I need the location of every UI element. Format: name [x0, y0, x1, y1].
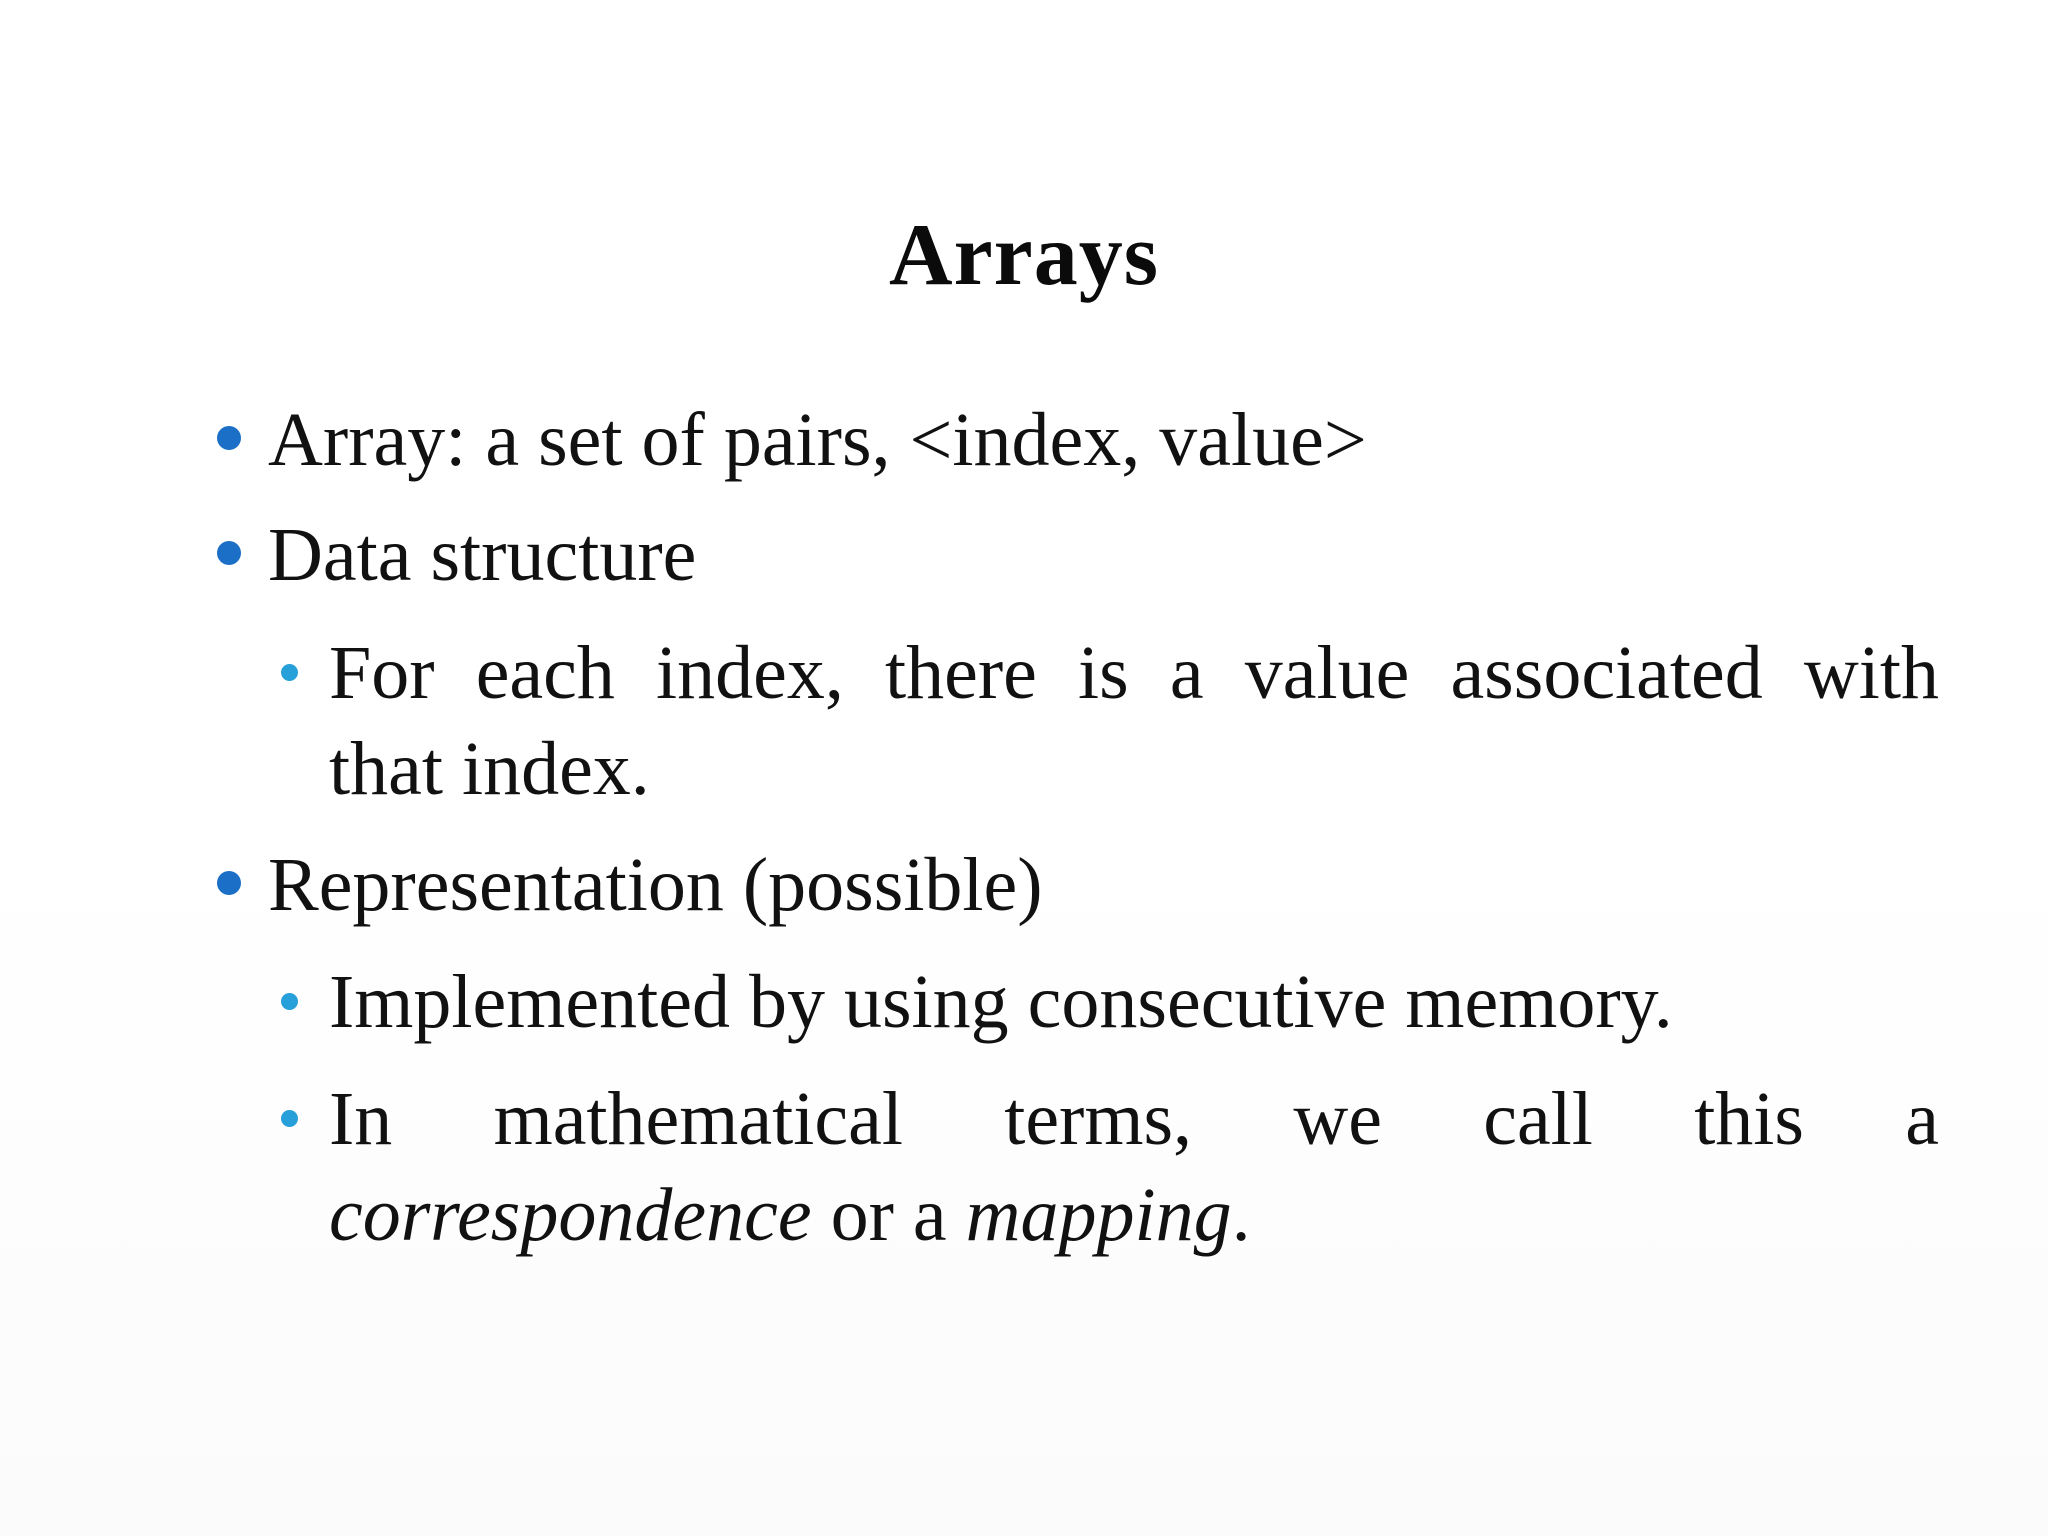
sub-bullet-text: Implemented by using consecutive memory. — [329, 960, 1673, 1044]
sub-bullet-dot-icon — [281, 1110, 298, 1127]
bullet-text: Data structure — [268, 513, 697, 597]
word: this — [1694, 1077, 1804, 1161]
word: value — [1244, 631, 1410, 715]
word: with — [1803, 631, 1939, 715]
slide-title: Arrays — [889, 207, 1159, 304]
connector-text: or a — [811, 1173, 966, 1257]
sub-bullet-item-mathematical-terms — [329, 1071, 1939, 1263]
sub-bullet-line-2: that index. — [329, 727, 650, 811]
word: call — [1483, 1077, 1593, 1161]
word: each — [475, 631, 615, 715]
sub-bullet-dot-icon — [281, 993, 298, 1010]
word: associated — [1450, 631, 1763, 715]
word: In — [329, 1077, 393, 1161]
sub-bullet-line-1 — [329, 1071, 1939, 1167]
bullet-dot-icon — [217, 426, 241, 450]
word: a — [1905, 1077, 1939, 1161]
word: we — [1293, 1077, 1382, 1161]
word: a — [1169, 631, 1204, 715]
word: is — [1078, 631, 1129, 715]
bullet-item-representation — [268, 837, 1043, 933]
sub-bullet-item-each-index — [329, 625, 1939, 817]
word: index, — [656, 631, 844, 715]
bullet-dot-icon — [217, 871, 241, 895]
bullet-item-array — [268, 392, 1367, 488]
sub-bullet-item-consecutive-memory — [329, 954, 1939, 1050]
word: mathematical — [493, 1077, 903, 1161]
word: there — [885, 631, 1037, 715]
word: For — [329, 631, 435, 715]
sub-bullet-line-2 — [329, 1167, 1939, 1263]
bullet-text: Array: a set of pairs, <index, value> — [268, 398, 1367, 482]
bullet-dot-icon — [217, 541, 241, 565]
word: terms, — [1004, 1077, 1193, 1161]
sub-bullet-line-1 — [329, 625, 1939, 721]
sub-bullet-dot-icon — [281, 664, 298, 681]
italic-term-mapping: mapping — [965, 1173, 1232, 1257]
bullet-text: Representation (possible) — [268, 843, 1043, 927]
italic-term-correspondence: correspondence — [329, 1173, 812, 1257]
bullet-item-data-structure — [268, 507, 696, 603]
period-text: . — [1231, 1173, 1251, 1257]
